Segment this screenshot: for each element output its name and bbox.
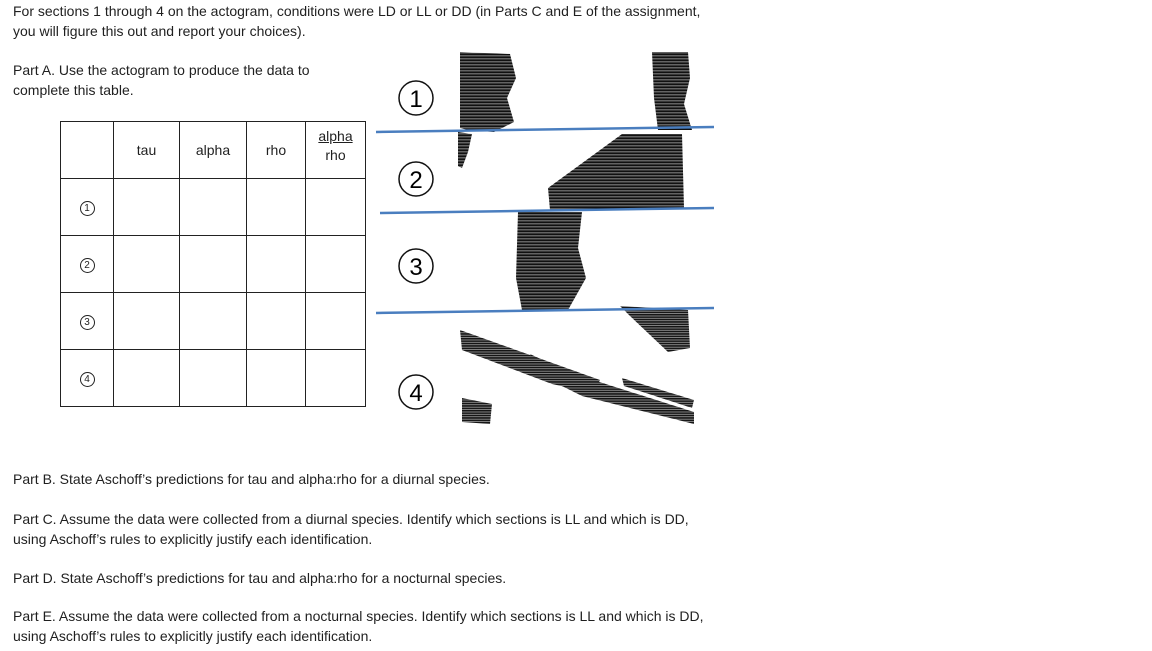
ratio-label [318,127,352,165]
table-corner-cell [61,122,114,179]
part-c-line-2: using Aschoff’s rules to explicitly justify each identification. [13,530,373,547]
intro-paragraph [13,2,700,41]
header-alpha-rho-ratio [306,122,366,179]
part-b-question [13,470,490,490]
section-label-text: 3 [409,254,423,281]
part-e-line-2: using Aschoff’s rules to explicitly justify each identification. [13,627,373,644]
part-c-line-1: Part C. Assume the data were collected from a diurnal species. Identify which sections is LL and which is DD, [13,511,689,527]
ratio-input-cell[interactable] [306,293,366,350]
row-label-cell [61,350,114,407]
activity-band [458,132,472,168]
rho-input-cell[interactable] [247,350,306,407]
ratio-input-cell[interactable] [306,179,366,236]
header-tau: tau [114,122,180,179]
section-1-label [399,81,433,115]
alpha-input-cell[interactable] [180,179,247,236]
activity-band [652,52,692,130]
part-e-question [13,607,703,646]
section-number-badge: 1 [80,201,95,216]
intro-line-2: you will figure this out and report your choices). [13,22,306,39]
section-label-text: 2 [409,167,423,194]
ratio-input-cell[interactable] [306,350,366,407]
table-row [61,179,366,236]
table-row [61,236,366,293]
activity-band [516,212,586,310]
section-number-badge: 3 [80,315,95,330]
activity-band [462,398,492,424]
activity-band [620,306,690,352]
section-3-label [399,249,433,283]
alpha-input-cell[interactable] [180,350,247,407]
intro-line-1: For sections 1 through 4 on the actogram, conditions were LD or LL or DD (in Parts C and E of the assignment, [13,3,701,19]
tau-input-cell[interactable] [114,236,180,293]
table-row [61,293,366,350]
alpha-input-cell[interactable] [180,293,247,350]
part-b-line-1: Part B. State Aschoff’s predictions for tau and alpha:rho for a diurnal species. [13,471,490,487]
part-c-question [13,510,689,549]
ratio-denominator: rho [325,147,346,163]
part-d-line-1: Part D. State Aschoff’s predictions for tau and alpha:rho for a nocturnal species. [13,570,507,586]
part-e-line-1: Part E. Assume the data were collected from a nocturnal species. Identify which sections is LL and which is DD, [13,608,704,624]
part-a-line-2: complete this table. [13,81,134,98]
rho-input-cell[interactable] [247,293,306,350]
tau-input-cell[interactable] [114,179,180,236]
section-number-badge: 4 [80,372,95,387]
activity-band [460,52,516,132]
rho-input-cell[interactable] [247,236,306,293]
section-4-label [399,375,433,409]
table-row [61,350,366,407]
ratio-input-cell[interactable] [306,236,366,293]
section-number-badge: 2 [80,258,95,273]
activity-band [548,134,684,210]
part-a-instructions [13,61,310,100]
row-label-cell [61,236,114,293]
section-2-label [399,162,433,196]
row-label-cell [61,179,114,236]
part-d-question [13,569,506,589]
header-alpha: alpha [180,122,247,179]
part-a-line-1: Part A. Use the actogram to produce the data to [13,62,310,78]
table-header-row [61,122,366,179]
header-rho: rho [247,122,306,179]
section-label-text: 4 [409,380,423,407]
tau-input-cell[interactable] [114,293,180,350]
section-label-text: 1 [409,86,423,113]
ratio-numerator: alpha [318,128,353,144]
data-table [60,121,366,407]
row-label-cell [61,293,114,350]
tau-input-cell[interactable] [114,350,180,407]
actogram-figure [372,48,717,428]
rho-input-cell[interactable] [247,179,306,236]
alpha-input-cell[interactable] [180,236,247,293]
